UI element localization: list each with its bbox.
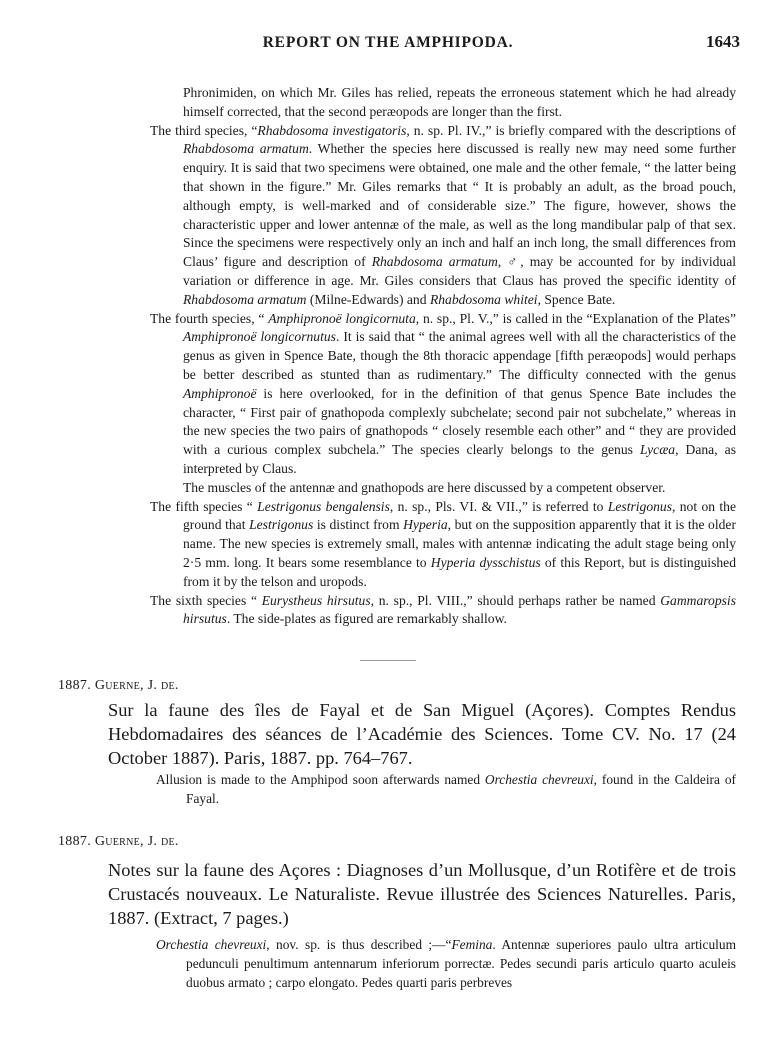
entry-2-author: Guerne, J. de. bbox=[94, 834, 179, 849]
entry-2-heading bbox=[58, 834, 179, 850]
entry-1-title: Sur la faune des îles de Fayal et de San Miguel (Açores). Comptes Rendus Hebdomadaires des séances de l’Académie des Sciences. Tome CV. No. 17 (24 October 1887). Paris, 1887. pp. 764–767. bbox=[108, 700, 736, 768]
running-header bbox=[0, 34, 776, 58]
paragraph-fourth-species-continued: The muscles of the antennæ and gnathopods are here discussed by a competent observer. bbox=[183, 479, 666, 495]
entry-1-heading bbox=[58, 678, 179, 694]
paragraph-third-species: The third species, “Rhabdosoma investigatoris, n. sp. Pl. IV.,” is briefly compared with the descriptions of Rhabdosoma armatum. Whether the species here discussed is really new may need some further enquiry. It is said that two specimens were obtained, one male and the other female, “ the latter being that shown in the figure.” Mr. Giles remarks that “ It is probably an adult, as the broad pouch, although empty, is well-marked and of considerable size.” The figure, however, shows the characteristic upper and lower antennæ of the male, as well as the long mandibular palp of that sex. Since the specimens were respectively only an inch and half an inch long, the small differences from Claus’ figure and description of Rhabdosoma armatum, ♂, may be accounted for by individual variation or difference in age. Mr. Giles considers that Claus has proved the specific identity of Rhabdosoma armatum (Milne-Edwards) and Rhabdosoma whitei, Spence Bate. bbox=[150, 122, 737, 307]
paragraph-sixth-species: The sixth species “ Eurystheus hirsutus, n. sp., Pl. VIII.,” should perhaps rather be named Gammaropsis hirsutus. The side-plates as figured are remarkably shallow. bbox=[150, 592, 736, 627]
entry-1-year: 1887. bbox=[58, 678, 91, 693]
continuation-paragraph: Phronimiden, on which Mr. Giles has relied, repeats the erroneous statement which he had already himself corrected, that the second peræopods are longer than the first. bbox=[183, 85, 736, 119]
entry-1-author: Guerne, J. de. bbox=[94, 678, 179, 693]
entry-2-note: Orchestia chevreuxi, nov. sp. is thus described ;—“Femina. Antennæ superiores paulo ultra articulum pedunculi penultimum antennarum inferiorum porrectæ. Pedes secundi paris articulo quarto aculeis duobus armato ; carpo elongato. Pedes quarti paris perbreves bbox=[156, 937, 736, 990]
paragraph-fourth-species: The fourth species, “ Amphipronoë longicornuta, n. sp., Pl. V.,” is called in the “Explanation of the Plates” Amphipronoë longicornutus. It is said that “ the animal agrees well with all the characteristics of the genus as given in Spence Bate, though the 8th thoracic appendage [fifth peræopods] would perhaps be better described as stunted than as rudimentary.” The difficulty connected with the genus Amphipronoë is here overlooked, for in the definition of that genus Spence Bate includes the character, “ First pair of gnathopoda complexly subchelate; second pair not subchelate,” whereas in the new species the two pairs of gnathopods “ closely resemble each other” and “ they are provided with a curious complex subchela.” The species clearly belongs to the genus Lycæa, Dana, as interpreted by Claus. bbox=[150, 310, 736, 476]
paragraph-fifth-species: The fifth species “ Lestrigonus bengalensis, n. sp., Pls. VI. & VII.,” is referred to Lestrigonus, not on the ground that Lestrigonus is distinct from Hyperia, but on the supposition apparently that it is the older name. The new species is extremely small, males with antennæ indicating the adult stage being only 2·5 mm. long. It bears some resemblance to Hyperia dysschistus of this Report, but is distinguished from it by the telson and uropods. bbox=[150, 498, 736, 589]
page-number: 1643 bbox=[706, 32, 740, 51]
body-text bbox=[150, 84, 736, 629]
entry-2-year: 1887. bbox=[58, 834, 91, 849]
entry-1-note: Allusion is made to the Amphipod soon afterwards named Orchestia chevreuxi, found in the Caldeira of Fayal. bbox=[156, 772, 736, 806]
entry-2-title: Notes sur la faune des Açores : Diagnoses d’un Mollusque, d’un Rotifère et de trois Crustacés nouveaux. Le Naturaliste. Revue illustrée des Sciences Naturelles. Paris, 1887. (Extract, 7 pages.) bbox=[108, 860, 736, 928]
section-divider bbox=[360, 660, 416, 661]
running-title: REPORT ON THE AMPHIPODA. bbox=[262, 34, 514, 51]
